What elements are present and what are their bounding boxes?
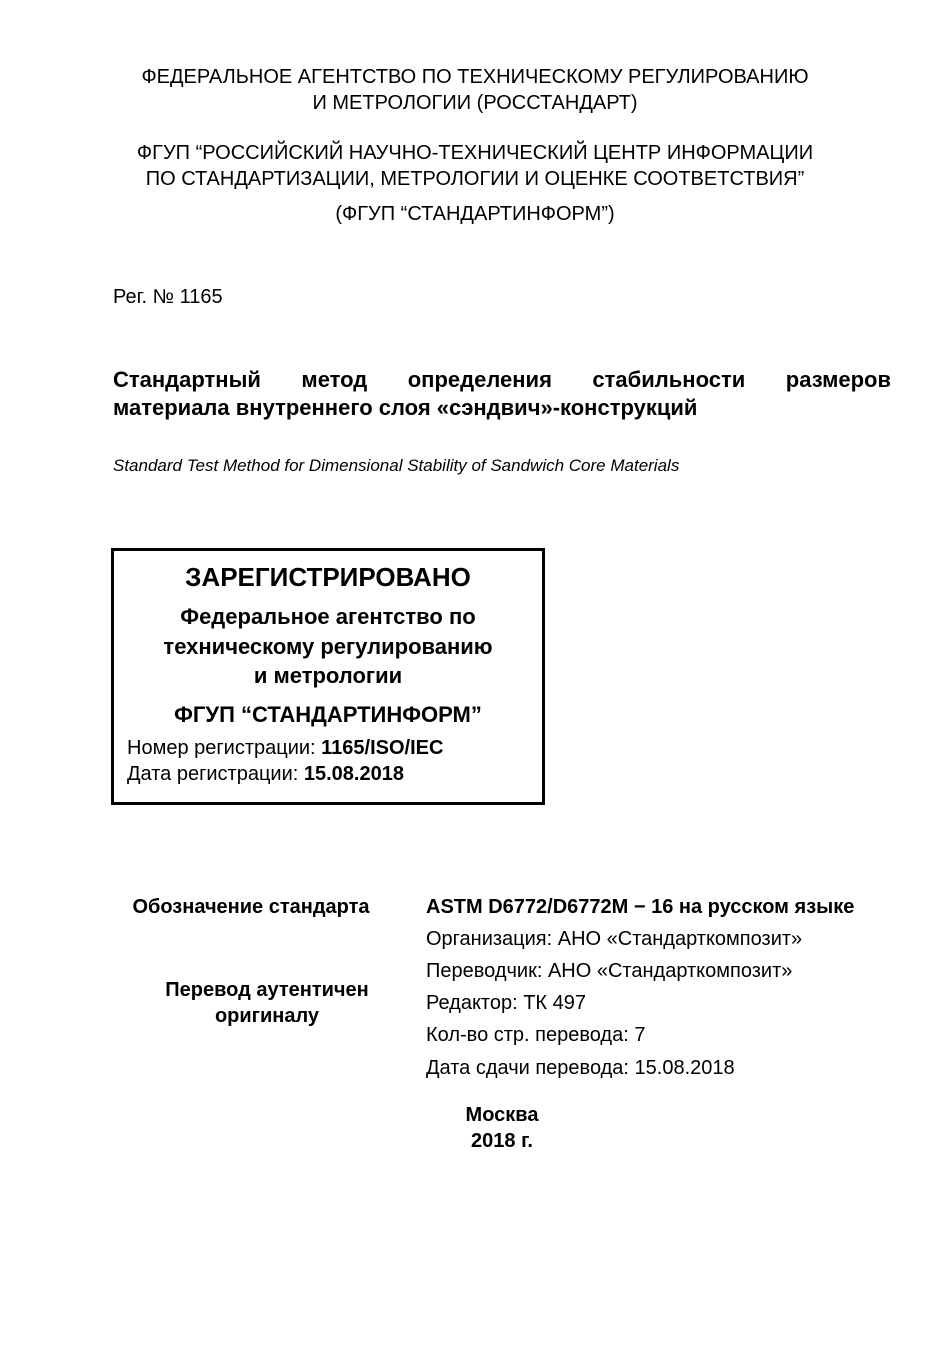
translation-delivery-date: Дата сдачи перевода: 15.08.2018 (426, 1057, 735, 1079)
stamp-agency-line2: техническому регулированию (163, 634, 493, 659)
org-short-name: (ФГУП “СТАНДАРТИНФОРМ”) (335, 203, 615, 225)
designation-label: Обозначение стандарта (132, 896, 370, 918)
translator: Переводчик: АНО «Стандарткомпозит» (426, 960, 793, 982)
org-name-line1: ФГУП “РОССИЙСКИЙ НАУЧНО-ТЕХНИЧЕСКИЙ ЦЕНТР ИНФОРМАЦИИ (136, 142, 814, 164)
title-ru-line1: Стандартный метод определения стабильности размеров (113, 367, 891, 392)
title-ru-line2: материала внутреннего слоя «сэндвич»-конструкций (113, 395, 698, 420)
title-english: Standard Test Method for Dimensional Stability of Sandwich Core Materials (113, 456, 680, 475)
stamp-agency-line1: Федеральное агентство по (180, 604, 476, 629)
organization: Организация: АНО «Стандарткомпозит» (426, 928, 803, 950)
designation-value: ASTM D6772/D6772M − 16 на русском языке (426, 896, 855, 918)
stamp-reg-date-label: Дата регистрации: (127, 763, 304, 785)
registration-number: Рег. № 1165 (113, 286, 223, 308)
registration-stamp (111, 548, 545, 805)
agency-name-line1: ФЕДЕРАЛЬНОЕ АГЕНТСТВО ПО ТЕХНИЧЕСКОМУ РЕГУЛИРОВАНИЮ (141, 66, 809, 88)
agency-name-line2: И МЕТРОЛОГИИ (РОССТАНДАРТ) (312, 92, 638, 114)
stamp-agency-line3: и метрологии (253, 663, 403, 688)
stamp-heading: ЗАРЕГИСТРИРОВАНО (185, 562, 471, 592)
stamp-reg-number-value: 1165/ISO/IEC (321, 737, 444, 759)
stamp-reg-date (127, 761, 404, 787)
editor: Редактор: ТК 497 (426, 992, 586, 1014)
translation-pages: Кол-во стр. перевода: 7 (426, 1024, 646, 1046)
document-title (113, 366, 891, 422)
authentic-label-line2: оригиналу (214, 1005, 320, 1027)
org-name-line2: ПО СТАНДАРТИЗАЦИИ, МЕТРОЛОГИИ И ОЦЕНКЕ СООТВЕТСТВИЯ” (145, 168, 805, 190)
stamp-reg-number-label: Номер регистрации: (127, 737, 322, 759)
city: Москва (465, 1104, 539, 1126)
stamp-reg-number (127, 735, 443, 761)
stamp-reg-date-value: 15.08.2018 (303, 763, 404, 785)
authentic-label-line1: Перевод аутентичен (165, 979, 369, 1001)
year: 2018 г. (471, 1130, 533, 1152)
stamp-org: ФГУП “СТАНДАРТИНФОРМ” (174, 702, 482, 727)
